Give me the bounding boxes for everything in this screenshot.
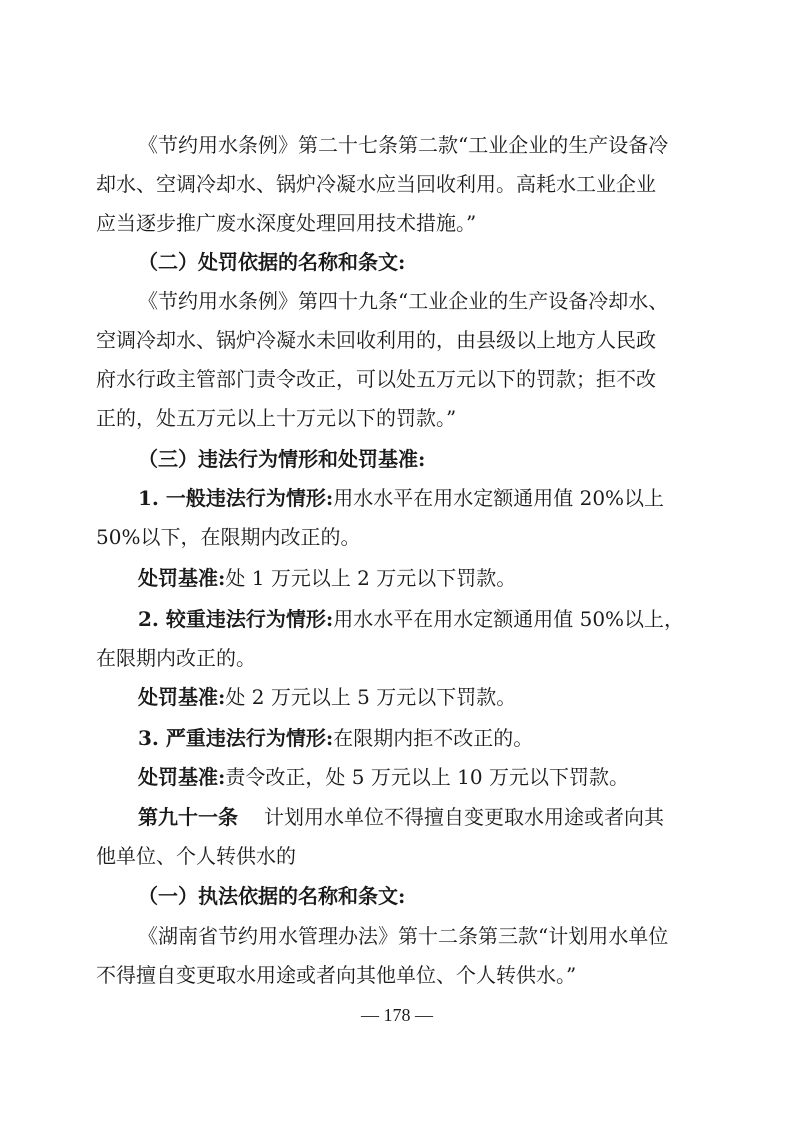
penalty-standard-serious xyxy=(138,685,516,709)
section-heading-penalty-basis: （二）处罚依据的名称和条文: xyxy=(138,250,406,274)
case-serious-continuation: 在限期内改正的。 xyxy=(96,646,256,670)
article-continuation: 他单位、个人转供水的 xyxy=(96,844,296,868)
article-91-line xyxy=(138,805,664,829)
penalty-standard-label: 处罚基准: xyxy=(138,566,226,590)
case-serious-label: 2. 较重违法行为情形: xyxy=(138,607,334,631)
penalty-standard-label: 处罚基准: xyxy=(138,685,226,709)
case-severe-label: 3. 严重违法行为情形: xyxy=(138,726,334,750)
case-general-continuation: 50%以下，在限期内改正的。 xyxy=(96,525,361,549)
paragraph-line: 应当逐步推广废水深度处理回用技术措施。” xyxy=(96,211,477,235)
paragraph-line: 却水、空调冷却水、锅炉冷凝水应当回收利用。高耗水工业企业 xyxy=(96,172,656,196)
case-serious-line xyxy=(138,607,684,631)
page-number: — 178 — xyxy=(361,1005,433,1025)
penalty-standard-severe xyxy=(138,765,629,789)
article-text: 计划用水单位不得擅自变更取水用途或者向其 xyxy=(264,805,664,829)
penalty-standard-text: 处 2 万元以上 5 万元以下罚款。 xyxy=(225,685,517,709)
penalty-standard-general xyxy=(138,566,516,590)
section-heading-violation-standards: （三）违法行为情形和处罚基准: xyxy=(138,447,426,471)
paragraph-line: 正的，处五万元以上十万元以下的罚款。” xyxy=(96,406,457,430)
penalty-standard-text: 责令改正，处 5 万元以上 10 万元以下罚款。 xyxy=(225,765,629,789)
paragraph-line: 《节约用水条例》第四十九条“工业企业的生产设备冷却水、 xyxy=(138,289,669,313)
case-serious-text: 用水水平在用水定额通用值 50%以上， xyxy=(333,607,685,631)
case-general-text: 用水水平在用水定额通用值 20%以上 xyxy=(333,486,665,510)
case-general-line xyxy=(138,486,664,510)
article-number: 第九十一条 xyxy=(138,805,238,829)
case-general-label: 1. 一般违法行为情形: xyxy=(138,486,334,510)
case-severe-line xyxy=(138,726,533,750)
penalty-standard-text: 处 1 万元以上 2 万元以下罚款。 xyxy=(225,566,517,590)
paragraph-line: 不得擅自变更取水用途或者向其他单位、个人转供水。” xyxy=(96,963,577,987)
paragraph-line: 《湖南省节约用水管理办法》第十二条第三款“计划用水单位 xyxy=(138,924,669,948)
paragraph-line: 《节约用水条例》第二十七条第二款“工业企业的生产设备冷 xyxy=(138,133,669,157)
paragraph-line: 空调冷却水、锅炉冷凝水未回收利用的，由县级以上地方人民政 xyxy=(96,328,656,352)
section-heading-enforcement-basis: （一）执法依据的名称和条文: xyxy=(138,884,406,908)
penalty-standard-label: 处罚基准: xyxy=(138,765,226,789)
paragraph-line: 府水行政主管部门责令改正，可以处五万元以下的罚款；拒不改 xyxy=(96,367,656,391)
case-severe-text: 在限期内拒不改正的。 xyxy=(333,726,534,750)
